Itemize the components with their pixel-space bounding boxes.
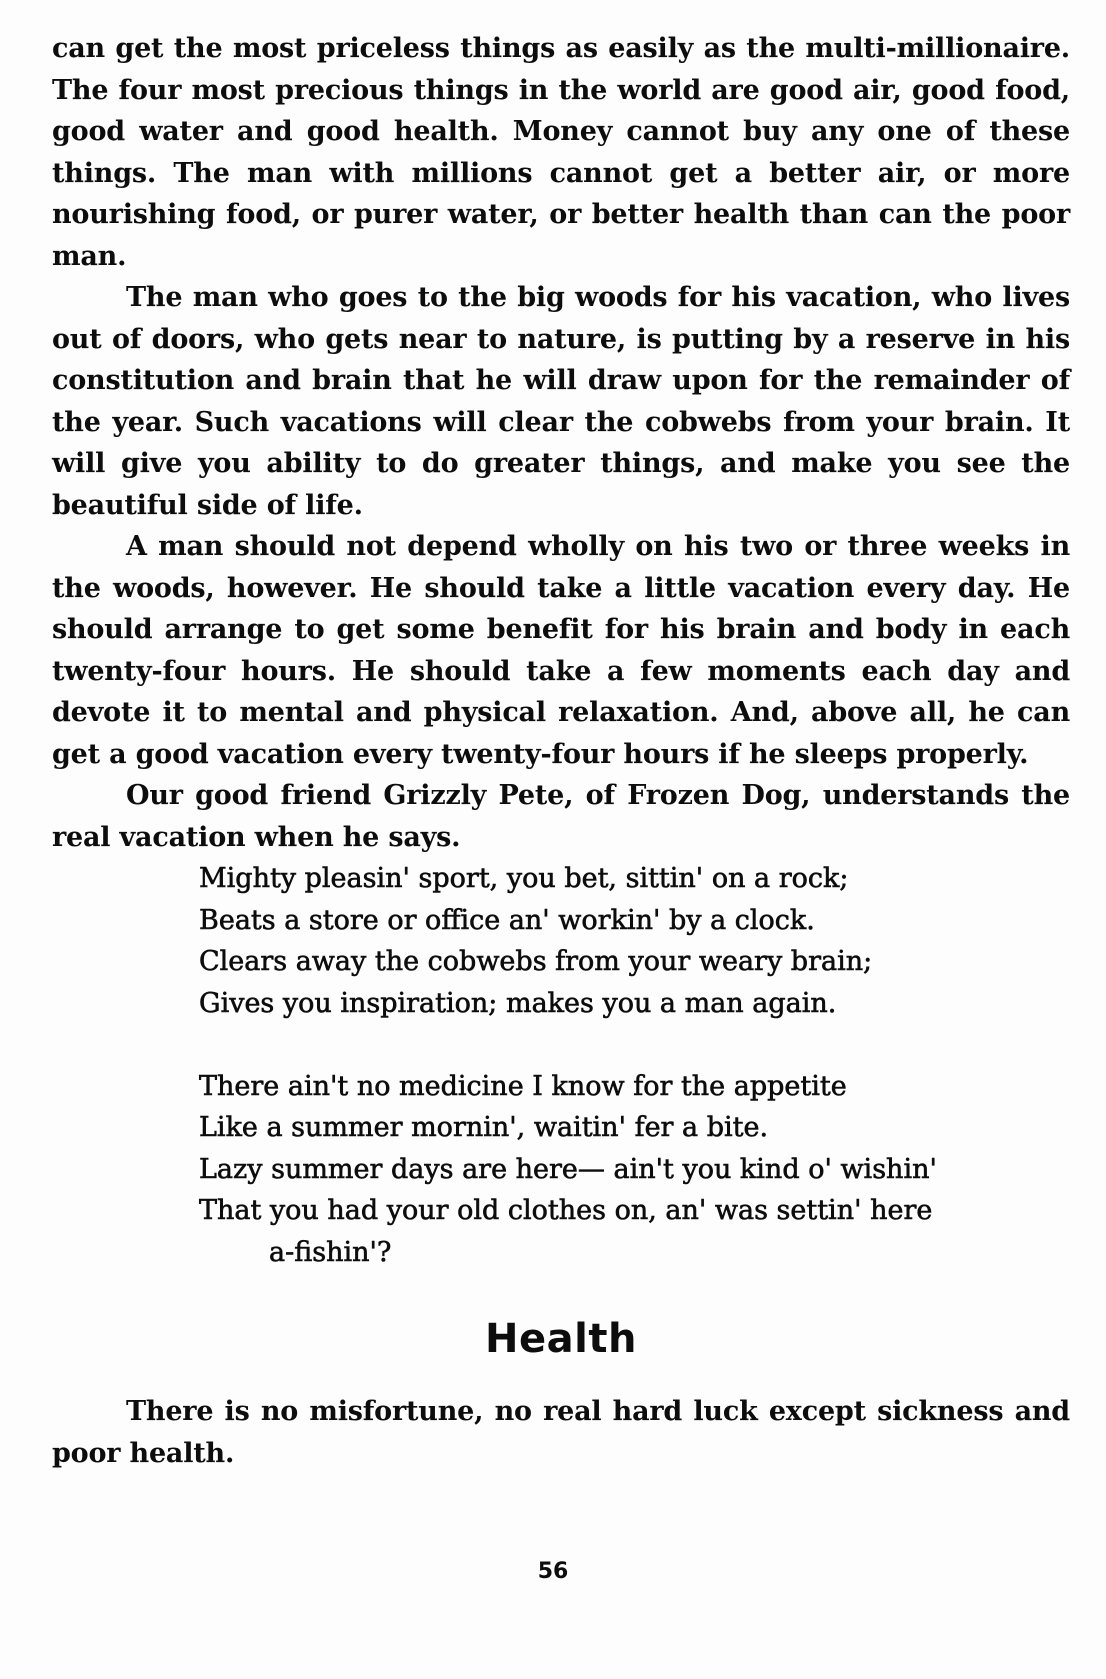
poem-line: Clears away the cobwebs from your weary brain; xyxy=(199,946,873,977)
poem-line-continuation: a-fishin'? xyxy=(269,1236,392,1268)
poem-line: That you had your old clothes on, an' was settin' here xyxy=(199,1195,933,1226)
paragraph-daily-vacation: A man should not depend wholly on his two or three weeks in the woods, however. He should take a little vacation every day. He should arrange to get some benefit for his brain and body in each twenty-four hours. He should take a few moments each day and devote it to mental and physical relaxation. And, above all, he can get a good vacation every twenty-four hours if he sleeps properly. xyxy=(52,531,1070,770)
poem-line: Beats a store or office an' workin' by a clock. xyxy=(199,904,815,936)
poem xyxy=(199,858,1070,1273)
poem-line: Mighty pleasin' sport, you bet, sittin' on a rock; xyxy=(199,863,849,894)
paragraph-grizzly-pete: Our good friend Grizzly Pete, of Frozen Dog, understands the real vacation when he says. xyxy=(52,780,1070,853)
poem-line: Like a summer mornin', waitin' fer a bite. xyxy=(199,1112,769,1143)
paragraph-continued: can get the most priceless things as easily as the multi-millionaire. The four most precious things in the world are good air, good food, good water and good health. Money cannot buy any one of these things. The man with millions cannot get a better air, or more nourishing food, or purer water, or better health than can the poor man. xyxy=(52,33,1070,272)
paragraph-health: There is no misfortune, no real hard luck except sickness and poor health. xyxy=(52,1396,1070,1469)
paragraph-big-woods: The man who goes to the big woods for his vacation, who lives out of doors, who gets near to nature, is putting by a reserve in his constitution and brain that he will draw upon for the remainder of the year. Such vacations will clear the cobwebs from your brain. It will give you ability to do greater things, and make you see the beautiful side of life. xyxy=(52,282,1070,521)
section-heading: Health xyxy=(485,1316,637,1362)
poem-stanza-2 xyxy=(199,1066,1070,1274)
poem-line: Lazy summer days are here— ain't you kind o' wishin' xyxy=(199,1153,937,1185)
page-text xyxy=(52,28,1070,1474)
poem-line: There ain't no medicine I know for the appetite xyxy=(199,1070,847,1102)
poem-stanza-1 xyxy=(199,858,1070,1024)
poem-line: Gives you inspiration; makes you a man again. xyxy=(199,987,837,1019)
page-number: 56 xyxy=(537,1559,569,1584)
